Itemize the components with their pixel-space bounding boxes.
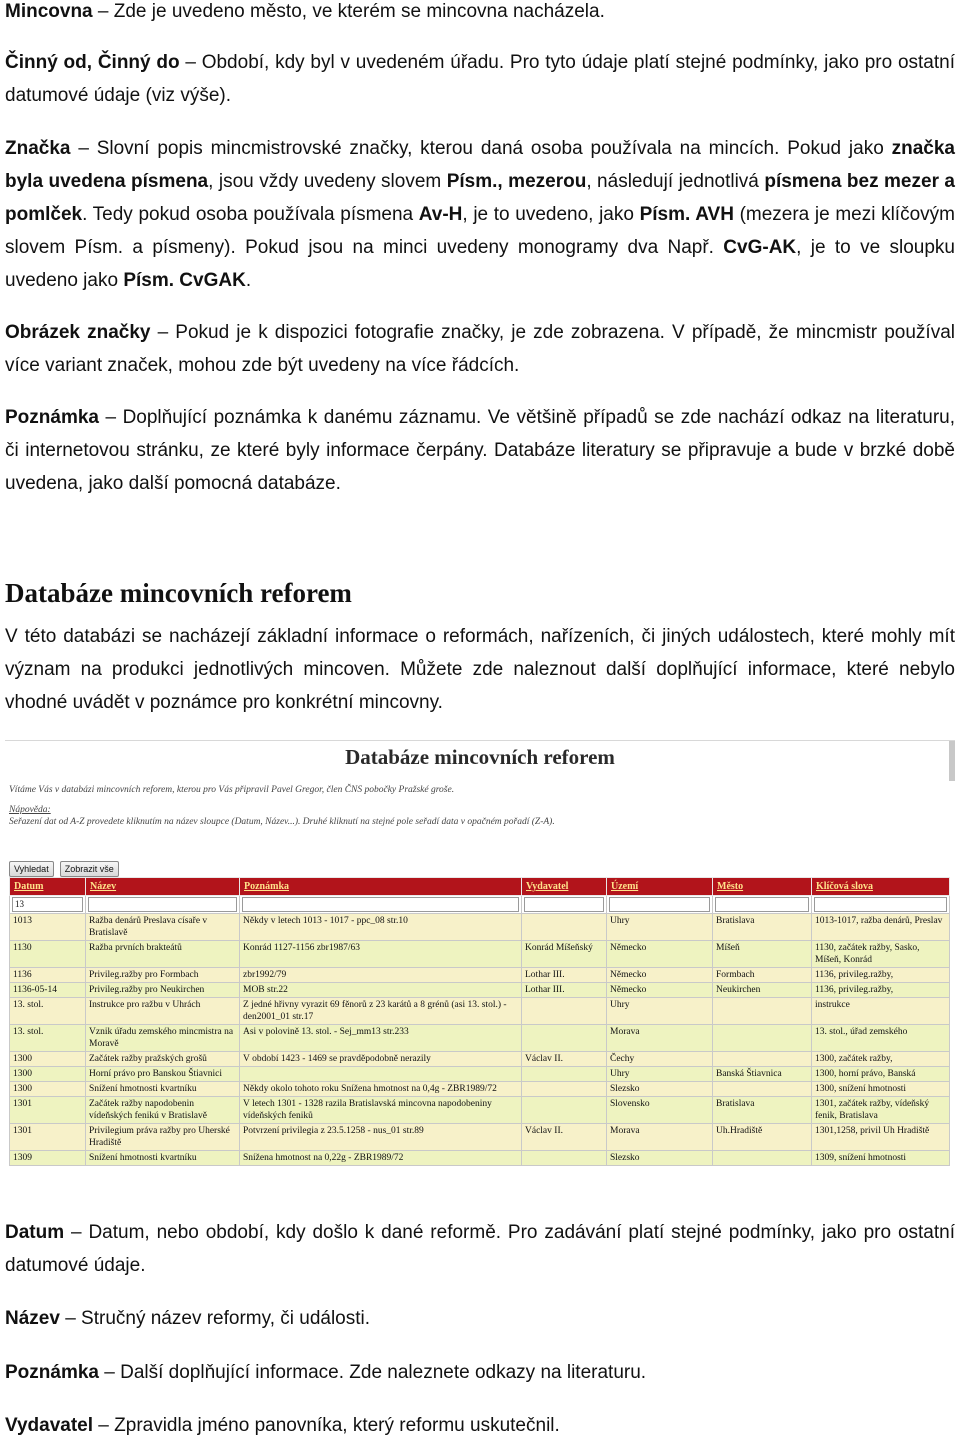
table-cell: V letech 1301 - 1328 razila Bratislavská mincovna napodobeniny vídeňských feniků	[240, 1097, 522, 1124]
table-cell: Václav II.	[522, 1052, 607, 1067]
filter-input[interactable]	[88, 897, 237, 912]
filter-cell[interactable]	[607, 896, 713, 914]
table-cell: Vznik úřadu zemského mincmistra na Moravě	[86, 1025, 240, 1052]
bold-znacka-2: Písm.	[446, 171, 498, 192]
table-cell: Slezsko	[607, 1151, 713, 1166]
filter-input[interactable]	[242, 897, 519, 912]
text-znacka-6: (mezera je mezi klíčovým slovem Písm. a písmeny). Pokud jsou na minci uvedeny monogramy dva Např.	[5, 204, 955, 258]
show-all-button[interactable]: Zobrazit vše	[60, 861, 119, 877]
filter-cell[interactable]	[86, 896, 240, 914]
reform-table	[9, 877, 950, 1166]
help-title: Nápověda:	[9, 805, 51, 815]
table-cell: Uhry	[607, 1067, 713, 1082]
table-row[interactable]	[10, 1082, 950, 1097]
text-poznamka-def: – Další doplňující informace. Zde naleznete odkazy na literaturu.	[98, 1362, 647, 1383]
filter-cell[interactable]	[240, 896, 522, 914]
column-header[interactable]: Název	[86, 878, 240, 896]
term-znacka: Značka	[5, 138, 71, 159]
filter-cell[interactable]	[713, 896, 812, 914]
table-cell: 1136, privileg.ražby,	[812, 983, 950, 998]
table-row[interactable]	[10, 983, 950, 998]
table-row[interactable]	[10, 998, 950, 1025]
table-cell: 1300	[10, 1052, 86, 1067]
term-poznamka: Poznámka	[5, 407, 99, 428]
cinny-paragraph	[5, 46, 955, 112]
table-cell: Bratislava	[713, 914, 812, 941]
filter-cell[interactable]	[522, 896, 607, 914]
bold-znacka-6: Písm. AVH	[639, 204, 734, 225]
table-cell	[522, 1025, 607, 1052]
section-heading: Databáze mincovních reforem	[5, 578, 352, 608]
term-datum: Datum	[5, 1222, 65, 1243]
table-cell: Slezsko	[607, 1082, 713, 1097]
table-cell: Snížení hmotnosti kvartníku	[86, 1082, 240, 1097]
table-cell: Snížena hmotnost na 0,22g - ZBR1989/72	[240, 1151, 522, 1166]
table-cell: 1301	[10, 1124, 86, 1151]
column-header[interactable]: Datum	[10, 878, 86, 896]
database-screenshot	[5, 740, 955, 1194]
bold-znacka-4: písmena bez mezer a pomlček	[5, 171, 955, 225]
text-znacka-4: . Tedy pokud osoba používala písmena	[82, 204, 419, 225]
table-cell: Lothar III.	[522, 968, 607, 983]
table-cell: 1300, začátek ražby,	[812, 1052, 950, 1067]
table-cell: Lothar III.	[522, 983, 607, 998]
table-cell	[240, 1067, 522, 1082]
datum-paragraph	[5, 1216, 955, 1282]
table-cell: V období 1423 - 1469 se pravděpodobně nerazily	[240, 1052, 522, 1067]
table-cell: 1301, začátek ražby, vídeňský fenik, Bratislava	[812, 1097, 950, 1124]
column-header[interactable]: Klíčová slova	[812, 878, 950, 896]
table-cell	[522, 1067, 607, 1082]
column-header[interactable]: Vydavatel	[522, 878, 607, 896]
table-cell: Asi v polovině 13. stol. - Sej_mm13 str.233	[240, 1025, 522, 1052]
bold-znacka-1: značka byla uvedena písmena	[5, 138, 955, 192]
table-cell: Formbach	[713, 968, 812, 983]
table-cell: Začátek ražby napodobenin vídeňských fenikú v Bratislavě	[86, 1097, 240, 1124]
table-cell: Někdy v letech 1013 - 1017 - ppc_08 str.10	[240, 914, 522, 941]
vydavatel-paragraph	[5, 1409, 560, 1442]
table-cell	[522, 1151, 607, 1166]
text-znacka-8: .	[245, 270, 252, 291]
bold-znacka-7: CvG-AK	[723, 237, 797, 258]
mincovna-paragraph	[5, 0, 605, 28]
table-cell: Potvrzení privilegia z 23.5.1258 - nus_01 str.89	[240, 1124, 522, 1151]
column-header[interactable]: Území	[607, 878, 713, 896]
table-row[interactable]	[10, 968, 950, 983]
table-cell: Německo	[607, 941, 713, 968]
table-cell: Banská Štiavnica	[713, 1067, 812, 1082]
filter-row	[10, 896, 950, 914]
filter-cell-datum[interactable]	[10, 896, 86, 914]
table-cell	[713, 1025, 812, 1052]
column-header[interactable]: Poznámka	[240, 878, 522, 896]
table-cell: Konrád Míšeňský	[522, 941, 607, 968]
table-cell: 13. stol., úřad zemského	[812, 1025, 950, 1052]
table-cell: Morava	[607, 1025, 713, 1052]
table-cell: Neukirchen	[713, 983, 812, 998]
text-cinny: – Období, kdy byl v uvedeném úřadu. Pro tyto údaje platí stejné podmínky, jako pro ostatní datumové údaje (viz výše).	[5, 52, 955, 106]
filter-input[interactable]	[814, 897, 947, 912]
znacka-paragraph	[5, 132, 955, 297]
table-cell: Někdy okolo tohoto roku Snížena hmotnost na 0,4g - ZBR1989/72	[240, 1082, 522, 1097]
table-cell: 1309, snížení hmotnosti	[812, 1151, 950, 1166]
term-nazev: Název	[5, 1308, 60, 1329]
table-cell: 1130	[10, 941, 86, 968]
filter-input[interactable]	[715, 897, 809, 912]
text-vydavatel: – Zpravidla jméno panovníka, který reformu uskutečnil.	[93, 1415, 560, 1436]
table-cell: Uh.Hradiště	[713, 1124, 812, 1151]
table-cell: Snížení hmotnosti kvartníku	[86, 1151, 240, 1166]
table-cell: 1300	[10, 1082, 86, 1097]
table-cell	[522, 1082, 607, 1097]
section-intro-paragraph: V této databázi se nacházejí základní informace o reformách, nařízeních, či jiných událostech, které mohly mít význam na produkci jednotlivých mincoven. Můžete zde naleznout další doplňující informace, které nebylo vhodné uvádět v poznámce pro konkrétní mincovny.	[5, 626, 955, 713]
table-cell: 1301,1258, privil Uh Hradiště	[812, 1124, 950, 1151]
filter-cell[interactable]	[812, 896, 950, 914]
table-cell: Míšeň	[713, 941, 812, 968]
scrollbar[interactable]	[949, 741, 955, 781]
text-obrazek: – Pokud je k dispozici fotografie značky, je zde zobrazena. V případě, že mincmistr používal více variant značek, mohou zde být uvedeny na více řádcích.	[5, 322, 956, 376]
table-cell: Začátek ražby pražských grošů	[86, 1052, 240, 1067]
table-cell	[713, 998, 812, 1025]
table-cell	[713, 1052, 812, 1067]
table-cell: Privileg.ražby pro Formbach	[86, 968, 240, 983]
table-cell: Uhry	[607, 914, 713, 941]
table-cell: Ražba prvních brakteátů	[86, 941, 240, 968]
table-cell: Německo	[607, 968, 713, 983]
table-cell: Z jedné hřivny vyrazit 69 fěnorů z 23 karátů a 8 grénů (asi 13. stol.) - den2001_01 str.17	[240, 998, 522, 1025]
table-cell	[713, 1151, 812, 1166]
header-row	[10, 878, 950, 896]
table-cell: 1136	[10, 968, 86, 983]
table-row[interactable]	[10, 1052, 950, 1067]
table-cell: Instrukce pro ražbu v Uhrách	[86, 998, 240, 1025]
filter-input[interactable]	[609, 897, 710, 912]
table-cell: 1136, privileg.ražby,	[812, 968, 950, 983]
table-cell: 1309	[10, 1151, 86, 1166]
table-cell: Čechy	[607, 1052, 713, 1067]
text-znacka-7: , je to ve sloupku uvedeno jako	[5, 237, 955, 291]
term-vydavatel: Vydavatel	[5, 1415, 94, 1436]
table-cell	[522, 1097, 607, 1124]
table-cell: 1300, snížení hmotnosti	[812, 1082, 950, 1097]
poznamka-paragraph	[5, 401, 955, 500]
text-znacka-5: , je to uvedeno, jako	[462, 204, 640, 225]
table-row[interactable]	[10, 1097, 950, 1124]
filter-input-datum[interactable]: 13	[12, 897, 83, 912]
text-nazev: – Stručný název reformy, či události.	[59, 1308, 371, 1329]
table-cell: Konrád 1127-1156 zbr1987/63	[240, 941, 522, 968]
table-row[interactable]	[10, 1025, 950, 1052]
search-button[interactable]: Vyhledat	[9, 861, 54, 877]
bold-znacka-8: Písm. CvGAK	[123, 270, 246, 291]
column-header[interactable]: Město	[713, 878, 812, 896]
table-cell: instrukce	[812, 998, 950, 1025]
bold-znacka-3: , mezerou	[497, 171, 587, 192]
text-znacka-1: – Slovní popis mincmistrovské značky, kterou daná osoba používala na mincích. Pokud jako	[70, 138, 892, 159]
table-cell: Morava	[607, 1124, 713, 1151]
table-row[interactable]	[10, 941, 950, 968]
text-datum: – Datum, nebo období, kdy došlo k dané reformě. Pro zadávání platí stejné podmínky, jako pro ostatní datumové údaje.	[5, 1222, 955, 1276]
poznamka-def-paragraph	[5, 1356, 646, 1389]
term-obrazek: Obrázek značky	[5, 322, 151, 343]
term-mincovna: Mincovna	[5, 1, 93, 22]
table-cell: Václav II.	[522, 1124, 607, 1151]
table-cell: Privileg.ražby pro Neukirchen	[86, 983, 240, 998]
table-cell: MOB str.22	[240, 983, 522, 998]
text-znacka-3: , následují jednotlivá	[586, 171, 765, 192]
table-row[interactable]	[10, 914, 950, 941]
table-cell: Uhry	[607, 998, 713, 1025]
text-mincovna: – Zde je uvedeno město, ve kterém se mincovna nacházela.	[92, 1, 605, 22]
obrazek-paragraph	[5, 316, 955, 382]
bold-znacka-5: Av-H	[418, 204, 463, 225]
table-cell	[522, 914, 607, 941]
table-row[interactable]	[10, 1067, 950, 1082]
table-cell	[713, 1082, 812, 1097]
table-cell: Německo	[607, 983, 713, 998]
table-cell: 1136-05-14	[10, 983, 86, 998]
table-cell: 1130, začátek ražby, Sasko, Míšeň, Konrád	[812, 941, 950, 968]
table-cell: 13. stol.	[10, 1025, 86, 1052]
table-cell	[522, 998, 607, 1025]
table-cell: 1013-1017, ražba denárů, Preslav	[812, 914, 950, 941]
help-text: Seřazení dat od A-Z provedete kliknutím na název sloupce (Datum, Název...). Druhé kliknutí na stejné pole seřadí data v opačném pořadí (Z-A).	[9, 817, 555, 827]
table-row[interactable]	[10, 1124, 950, 1151]
table-cell: 1301	[10, 1097, 86, 1124]
button-bar	[9, 859, 121, 877]
nazev-paragraph	[5, 1302, 370, 1335]
filter-input[interactable]	[524, 897, 604, 912]
table-cell: Slovensko	[607, 1097, 713, 1124]
table-cell: Ražba denárů Preslava císaře v Bratislavě	[86, 914, 240, 941]
table-cell: Privilegium práva ražby pro Uherské Hradiště	[86, 1124, 240, 1151]
table-cell: Bratislava	[713, 1097, 812, 1124]
term-cinny: Činný od, Činný do	[5, 52, 180, 73]
text-znacka-2: , jsou vždy uvedeny slovem	[208, 171, 447, 192]
table-cell: 1300, horní právo, Banská	[812, 1067, 950, 1082]
text-poznamka: – Doplňující poznámka k danému záznamu. Ve většině případů se zde nachází odkaz na literaturu, či internetovou stránku, ze které byly informace čerpány. Databáze literatury se připravuje a bude v brzké době uvedena, jako další pomocná databáze.	[5, 407, 955, 494]
table-row[interactable]	[10, 1151, 950, 1166]
table-cell: 1013	[10, 914, 86, 941]
table-cell: Horní právo pro Banskou Štiavnici	[86, 1067, 240, 1082]
help-block	[9, 804, 955, 828]
term-poznamka-def: Poznámka	[5, 1362, 99, 1383]
welcome-text: Vítáme Vás v databázi mincovních reforem, kterou pro Vás připravil Pavel Gregor, člen ČNS pobočky Pražské groše.	[9, 785, 455, 795]
table-cell: 13. stol.	[10, 998, 86, 1025]
table-cell: zbr1992/79	[240, 968, 522, 983]
screenshot-title: Databáze mincovních reforem	[345, 745, 615, 769]
table-cell: 1300	[10, 1067, 86, 1082]
